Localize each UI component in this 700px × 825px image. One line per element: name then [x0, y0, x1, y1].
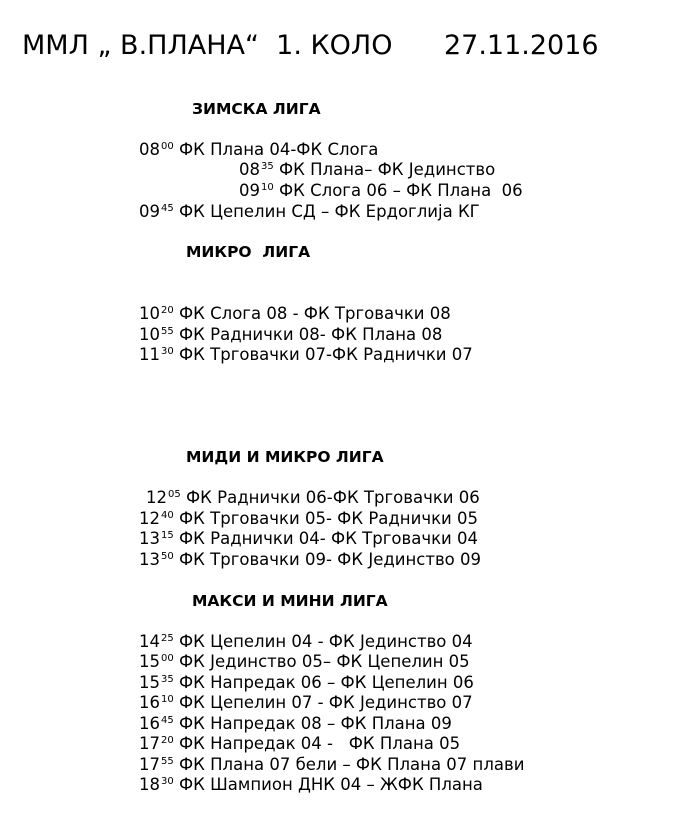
- match-teams: ФК Јединство 05– ФК Цепелин 05: [173, 652, 470, 671]
- match-teams: ФК Напредак 04 - ФК Плана 05: [173, 734, 461, 753]
- match-minute: 45: [161, 203, 174, 214]
- match-teams: ФК Раднички 06-ФК Трговачки 06: [180, 488, 480, 507]
- match-teams: ФК Трговачки 07-ФК Раднички 07: [173, 345, 473, 364]
- match-teams: ФК Трговачки 05- ФК Раднички 05: [173, 509, 478, 528]
- match-teams: ФК Раднички 08- ФК Плана 08: [173, 325, 443, 344]
- match-minute: 55: [161, 326, 174, 337]
- section-heading-maxi-mini-league: МАКСИ И МИНИ ЛИГА: [192, 592, 388, 610]
- match-minute: 30: [161, 346, 174, 357]
- match-teams: ФК Раднички 04- ФК Трговачки 04: [173, 529, 478, 548]
- match-row: [139, 550, 481, 573]
- match-teams: ФК Слога 06 – ФК Плана 06: [273, 181, 523, 200]
- match-minute: 35: [261, 161, 274, 172]
- match-minute: 35: [161, 674, 174, 685]
- match-hour: 11: [139, 345, 160, 364]
- match-row: [139, 202, 480, 225]
- match-row: [139, 734, 460, 757]
- match-row: [239, 160, 495, 183]
- match-hour: 14: [139, 632, 160, 651]
- match-hour: 13: [139, 529, 160, 548]
- match-minute: 40: [161, 510, 174, 521]
- page-title: ММЛ „ В.ПЛАНА“ 1. КОЛО 27.11.2016: [22, 30, 599, 61]
- match-hour: 08: [139, 140, 160, 159]
- match-row: [139, 693, 473, 716]
- match-hour: 10: [139, 325, 160, 344]
- match-row: [139, 652, 470, 675]
- match-row: [146, 488, 480, 511]
- match-teams: ФК Цепелин 04 - ФК Јединство 04: [173, 632, 473, 651]
- match-hour: 15: [139, 673, 160, 692]
- section-heading-midi-micro-league: МИДИ И МИКРО ЛИГА: [186, 448, 384, 466]
- match-row: [139, 304, 451, 327]
- match-minute: 50: [161, 551, 174, 562]
- match-hour: 08: [239, 160, 260, 179]
- match-minute: 20: [161, 305, 174, 316]
- match-teams: ФК Трговачки 09- ФК Јединство 09: [173, 550, 482, 569]
- match-minute: 10: [161, 694, 174, 705]
- match-hour: 09: [139, 202, 160, 221]
- match-hour: 15: [139, 652, 160, 671]
- match-row: [139, 345, 473, 368]
- match-row: [139, 529, 478, 552]
- match-teams: ФК Цепелин СД – ФК Ердоглија КГ: [173, 202, 480, 221]
- match-hour: 16: [139, 714, 160, 733]
- match-minute: 10: [261, 182, 274, 193]
- match-minute: 20: [161, 735, 174, 746]
- match-teams: ФК Плана 04-ФК Слога: [173, 140, 379, 159]
- match-row: [139, 775, 483, 798]
- match-minute: 00: [161, 653, 174, 664]
- match-minute: 00: [161, 141, 174, 152]
- match-hour: 17: [139, 734, 160, 753]
- match-minute: 25: [161, 633, 174, 644]
- match-teams: ФК Напредак 08 – ФК Плана 09: [173, 714, 452, 733]
- match-minute: 15: [161, 530, 174, 541]
- match-hour: 16: [139, 693, 160, 712]
- match-hour: 13: [139, 550, 160, 569]
- match-minute: 05: [168, 489, 181, 500]
- match-teams: ФК Шампион ДНК 04 – ЖФК Плана: [173, 775, 483, 794]
- match-row: [239, 181, 523, 204]
- match-teams: ФК Напредак 06 – ФК Цепелин 06: [173, 673, 474, 692]
- match-teams: ФК Цепелин 07 - ФК Јединство 07: [173, 693, 473, 712]
- match-teams: ФК Плана 07 бели – ФК Плана 07 плави: [173, 755, 525, 774]
- match-hour: 09: [239, 181, 260, 200]
- match-hour: 18: [139, 775, 160, 794]
- match-teams: ФК Слога 08 - ФК Трговачки 08: [173, 304, 451, 323]
- match-minute: 55: [161, 756, 174, 767]
- match-hour: 10: [139, 304, 160, 323]
- section-heading-winter-league: ЗИМСКА ЛИГА: [192, 100, 321, 118]
- match-teams: ФК Плана– ФК Јединство: [273, 160, 496, 179]
- match-hour: 17: [139, 755, 160, 774]
- match-hour: 12: [139, 509, 160, 528]
- section-heading-micro-league: МИКРО ЛИГА: [186, 243, 311, 261]
- match-minute: 30: [161, 776, 174, 787]
- match-minute: 45: [161, 715, 174, 726]
- match-hour: 12: [146, 488, 167, 507]
